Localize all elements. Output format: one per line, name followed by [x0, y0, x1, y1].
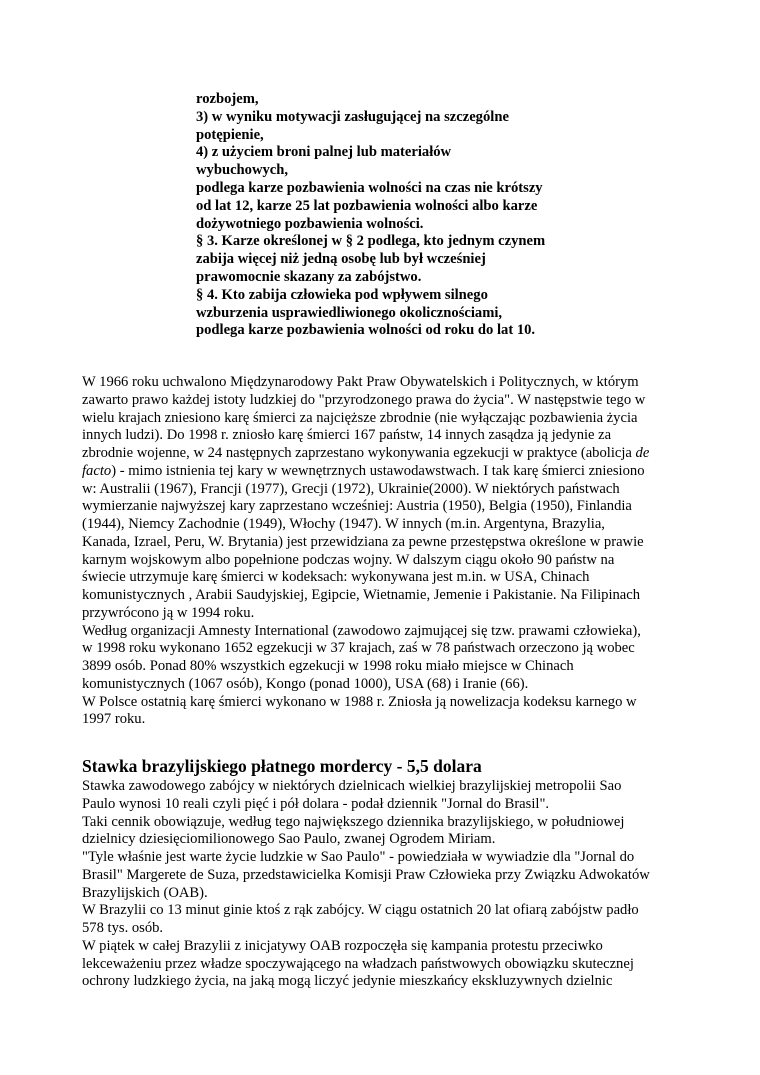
quote-line: dożywotniego pozbawienia wolności. — [196, 215, 424, 232]
italic-term: facto — [82, 462, 112, 479]
text-line: komunistycznych (1067 osób), Kongo (ponad 1000), USA (68) i Iranie (66). — [82, 675, 529, 692]
text-line: W piątek w całej Brazylii z inicjatywy OAB rozpoczęła się kampania protestu przeciwko — [82, 937, 603, 954]
text-line: w 1998 roku wykonano 1652 egzekucji w 37 krajach, zaś w 78 państwach orzeczono ją wobec — [82, 640, 635, 657]
text-line: 3899 osób. Ponad 80% wszystkich egzekucji w 1998 roku miało miejsce w Chinach — [82, 658, 574, 674]
quote-line: § 3. Karze określonej w § 2 podlega, kto jednym czynem — [196, 233, 546, 250]
text-line: Według organizacji Amnesty International (zawodowo zajmującej się tzw. prawami człowieka), — [82, 622, 641, 639]
quote-line: podlega karze pozbawienia wolności od roku do lat 10. — [196, 322, 536, 339]
text-line: świecie utrzymuje karę śmierci w kodeksach: wykonywana jest m.in. w USA, Chinach — [82, 569, 590, 586]
text-line — [82, 463, 702, 481]
text-line: W 1966 roku uchwalono Międzynarodowy Pakt Praw Obywatelskich i Politycznych, w którym — [82, 374, 639, 390]
text-line: W Polsce ostatnią karę śmierci wykonano w 1988 r. Zniosła ją nowelizacja kodeksu karnego w — [82, 693, 637, 710]
text-line: Brasil" Margerete de Suza, przedstawicielka Komisji Praw Człowieka przy Związku Adwokatów — [82, 866, 650, 883]
text-line: przywrócono ją w 1994 roku. — [82, 604, 255, 621]
quote-line: prawomocnie skazany za zabójstwo. — [196, 268, 422, 285]
text-segment: zbrodnie wojenne, w 24 następnych zaprzestano wykonywania egzekucji w praktyce (abolicja — [82, 445, 632, 461]
quote-line: wybuchowych, — [196, 162, 289, 179]
text-line: dzielnicy dziesięciomilionowego Sao Paulo, zwanej Ogrodem Miriam. — [82, 831, 496, 848]
text-line: 578 tys. osób. — [82, 920, 164, 936]
text-line — [82, 445, 702, 463]
article-heading: Stawka brazylijskiego płatnego mordercy - 5,5 dolara — [82, 756, 482, 776]
text-line: innych ludzi). Do 1998 r. zniosło karę śmierci 167 państw, 14 innych zasądza ją jedynie za — [82, 427, 612, 444]
text-line: karnym wojskowym albo popełnione podczas wojny. W dalszym ciągu około 90 państw na — [82, 551, 615, 568]
text-line: lekceważeniu przez władze spoczywającego na władzach państwowych obowiązku skutecznej — [82, 955, 634, 972]
death-penalty-history-paragraph — [82, 374, 702, 729]
text-line: wymierzanie najwyższej kary zaprzestano wcześniej: Austria (1950), Belgia (1950), Finlandia — [82, 498, 632, 515]
text-line: Kanada, Izrael, Peru, W. Brytania) jest przewidziana za pewne przestępstwa określone w prawie — [82, 533, 644, 550]
text-line: Taki cennik obowiązuje, według tego największego dziennika brazylijskiego, w południowej — [82, 813, 625, 830]
text-line: 1997 roku. — [82, 711, 146, 728]
text-line: ochrony ludzkiego życia, na jaką mogą liczyć jedynie mieszkańcy ekskluzywnych dzielnic — [82, 973, 613, 990]
text-line: "Tyle właśnie jest warte życie ludzkie w Sao Paulo" - powiedziała w wywiadzie dla "Jornal do — [82, 849, 635, 865]
quote-line: podlega karze pozbawienia wolności na czas nie krótszy — [196, 179, 543, 196]
text-line: w: Australii (1967), Francji (1977), Grecji (1972), Ukrainie(2000). W niektórych państwach — [82, 480, 620, 497]
text-line: Stawka zawodowego zabójcy w niektórych dzielnicach wielkiej brazylijskiej metropolii Sao — [82, 778, 622, 794]
text-line: (1944), Niemcy Zachodnie (1949), Włochy (1947). W innych (m.in. Argentyna, Brazylia, — [82, 516, 605, 532]
quote-line: § 4. Kto zabija człowieka pod wpływem silnego — [196, 286, 488, 303]
quote-line: 3) w wyniku motywacji zasługującej na szczególne — [196, 108, 509, 125]
quote-line: potępienie, — [196, 126, 264, 143]
text-line: zawarto prawo każdej istoty ludzkiej do "przyrodzonego prawa do życia". W następstwie tego w — [82, 391, 646, 408]
brazil-article-paragraph — [82, 778, 702, 991]
quote-line: rozbojem, — [196, 91, 259, 107]
legal-code-quote — [196, 91, 616, 340]
quote-line: zabija więcej niż jedną osobę lub był wcześniej — [196, 251, 486, 268]
text-line: Paulo wynosi 10 reali czyli pięć i pół dolara - podał dziennik "Jornal do Brasil". — [82, 795, 550, 812]
quote-line: 4) z użyciem broni palnej lub materiałów — [196, 144, 452, 161]
quote-line: wzburzenia usprawiedliwionego okolicznościami, — [196, 304, 503, 321]
text-line: wielu krajach zniesiono karę śmierci za najcięższe zbrodnie (nie wyłączając pozbawienia życia — [82, 409, 638, 426]
text-line: Brazylijskich (OAB). — [82, 884, 208, 901]
italic-term: de — [635, 445, 650, 461]
quote-line: od lat 12, karze 25 lat pozbawienia wolności albo karze — [196, 197, 538, 214]
text-segment: ) - mimo istnienia tej kary w wewnętrznych ustawodawstwach. I tak karę śmierci zniesiono — [111, 462, 645, 479]
text-line: W Brazylii co 13 minut ginie ktoś z rąk zabójcy. W ciągu ostatnich 20 lat ofiarą zabójstw padło — [82, 902, 639, 919]
text-line: komunistycznych , Arabii Saudyjskiej, Egipcie, Wietnamie, Jemenie i Pakistanie. Na Filipinach — [82, 587, 641, 603]
